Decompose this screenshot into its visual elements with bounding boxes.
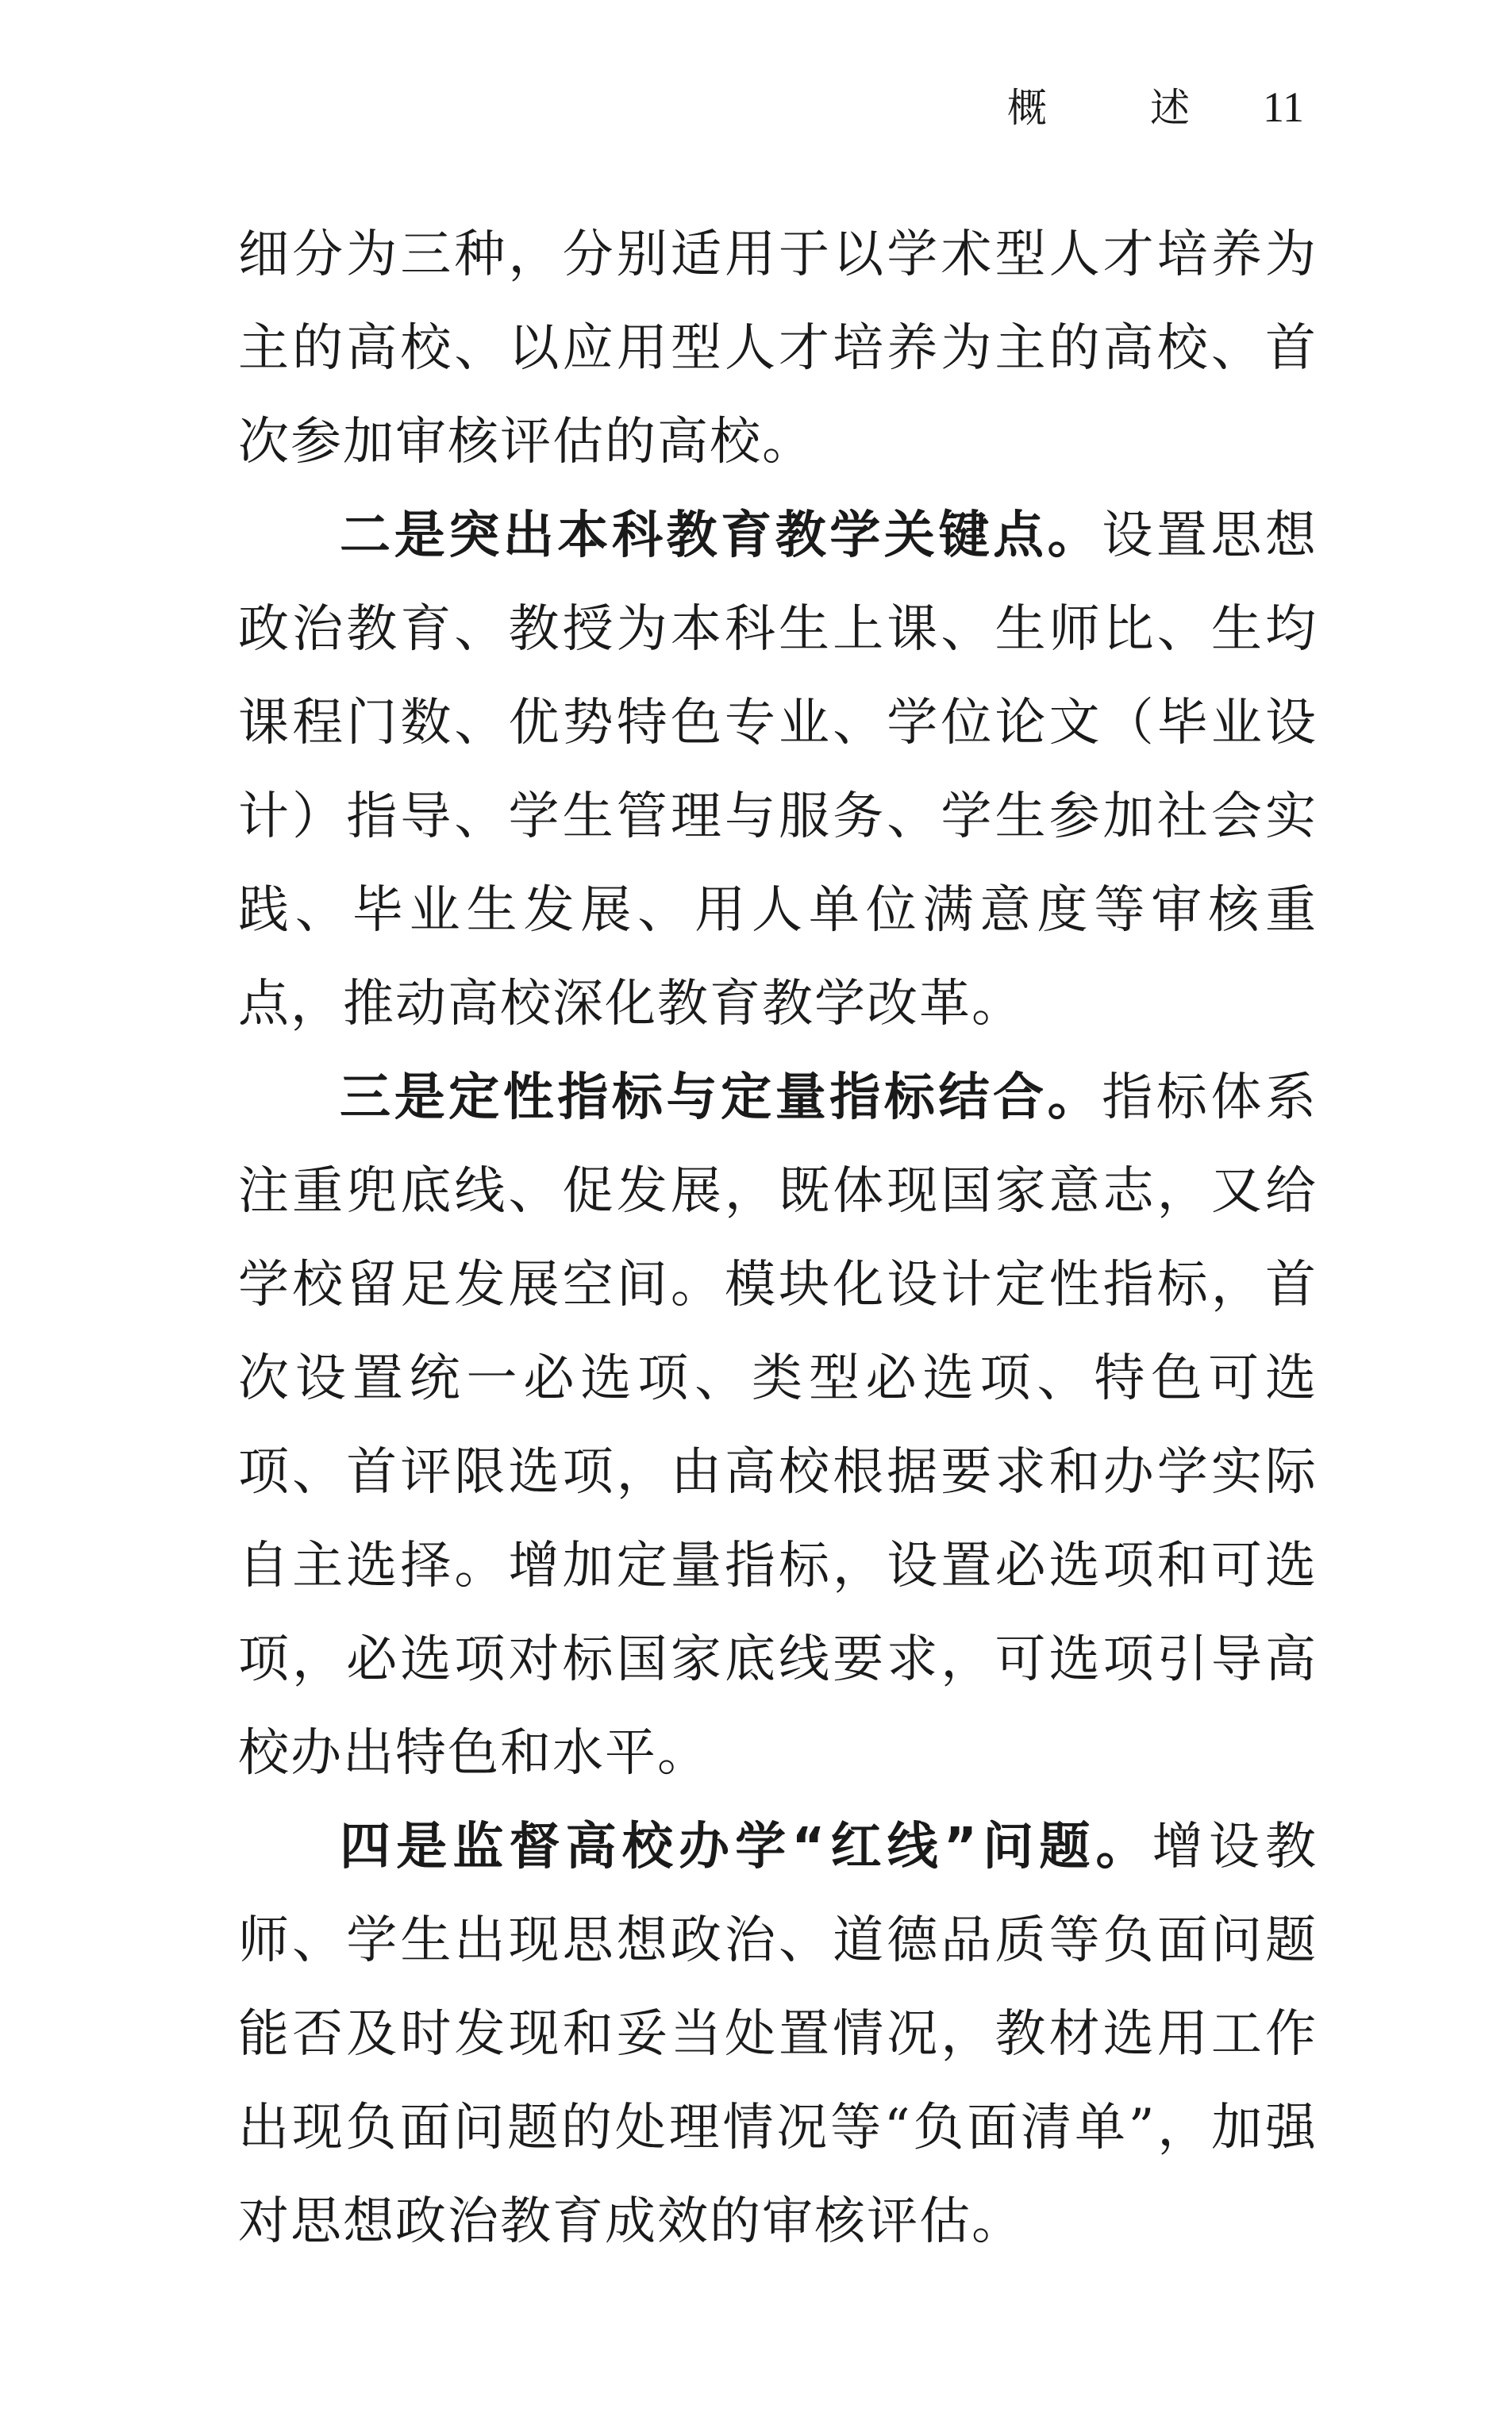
paragraph-lead: 三是定性指标与定量指标结合。 [340,1068,1102,1127]
body-text [238,208,1318,2269]
chapter-title-char: 概 [1007,85,1047,131]
page-number: 11 [1263,83,1304,131]
paragraph-red-line [238,1800,1318,2269]
paragraph-text: 细分为三种，分别适用于以学术型人才培养为主的高校、以应用型人才培养为主的高校、首次参加审核评估的高校。 [238,225,1318,471]
paragraph-text: 指标体系注重兜底线、促发展，既体现国家意志，又给学校留足发展空间。模块化设计定性指标，首次设置统一必选项、类型必选项、特色可选项、首评限选项，由高校根据要求和办学实际自主选择。增加定量指标，设置必选项和可选项，必选项对标国家底线要求，可选项引导高校办出特色和水平。 [238,1068,1318,1783]
chapter-title-char: 述 [1150,85,1190,131]
running-head [1007,83,1304,132]
paragraph-text: 设置思想政治教育、教授为本科生上课、生师比、生均课程门数、优势特色专业、学位论文（毕业设计）指导、学生管理与服务、学生参加社会实践、毕业生发展、用人单位满意度等审核重点，推动高校深化教育教学改革。 [238,506,1318,1033]
paragraph-text: 增设教师、学生出现思想政治、道德品质等负面问题能否及时发现和妥当处置情况，教材选用工作出现负面问题的处理情况等“负面清单”，加强对思想政治教育成效的审核评估。 [238,1818,1318,2251]
paragraph-key-points [238,489,1318,1051]
paragraph-continuation [238,208,1318,489]
paragraph-lead: 二是突出本科教育教学关键点。 [340,506,1102,565]
paragraph-lead: 四是监督高校办学“红线”问题。 [340,1818,1152,1876]
paragraph-indicators [238,1051,1318,1800]
